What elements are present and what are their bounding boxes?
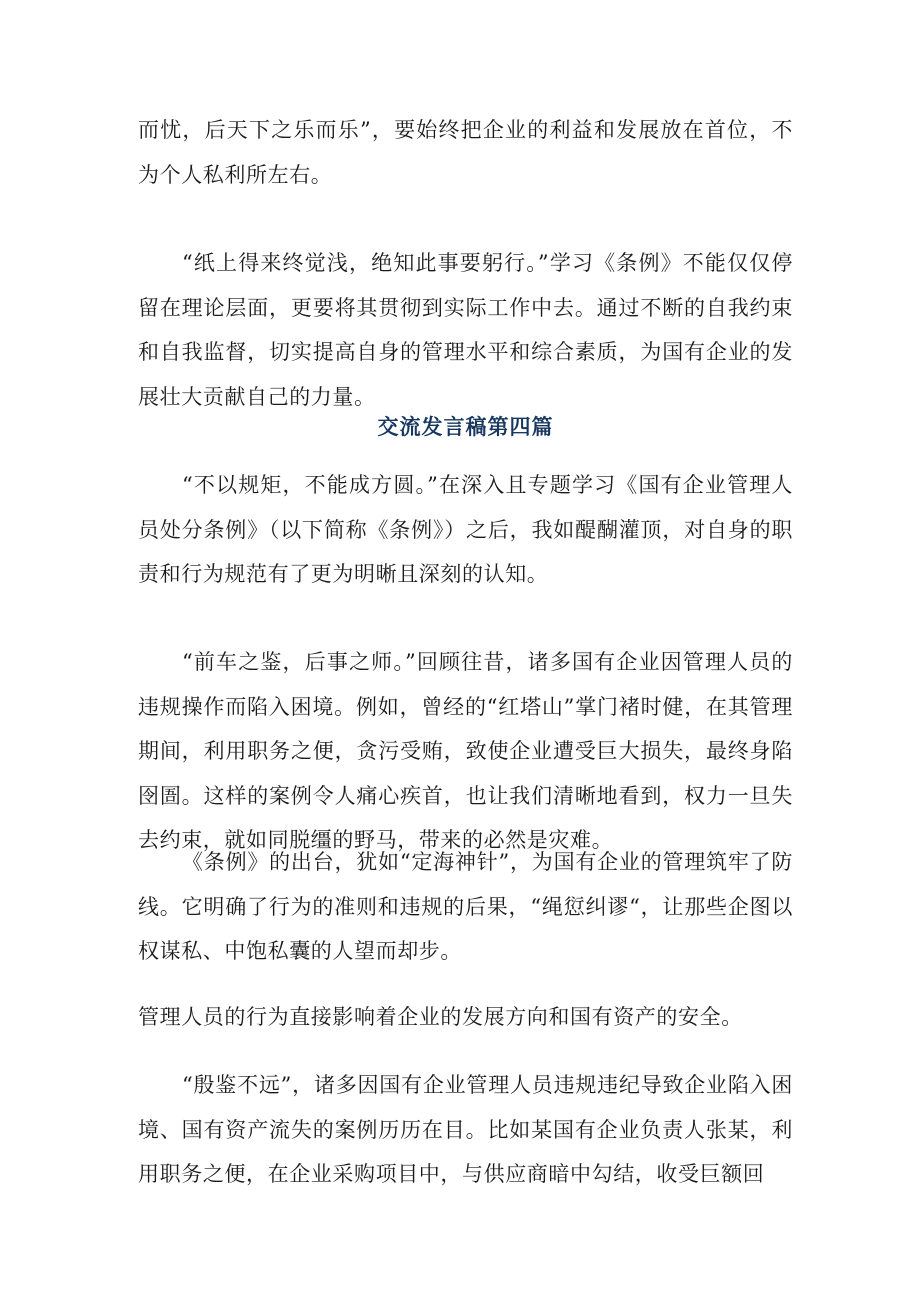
paragraph-practice: “纸上得来终觉浅，绝知此事要躬行。”学习《条例》不能仅仅停留在理论层面，更要将其贯彻到实际工作中去。通过不断的自我约束和自我监督，切实提高自身的管理水平和综合素质，为国有企业的发展壮大贡献自己的力量。 [138, 251, 793, 409]
paragraph-impact: 管理人员的行为直接影响着企业的发展方向和国有资产的安全。 [138, 1005, 743, 1029]
paragraph-regulation: 《条例》的出台，犹如“定海神针”，为国有企业的管理筑牢了防线。它明确了行为的准则和违规的后果，“绳愆纠谬“，让那些企图以权谋私、中饱私囊的人望而却步。 [138, 850, 793, 963]
paragraph-continuation: 而忧，后天下之乐而乐”，要始终把企业的利益和发展放在首位，不为个人私利所左右。 [138, 118, 793, 187]
section-heading: 交流发言稿第四篇 [377, 414, 554, 439]
paragraph-precedent: “前车之鉴，后事之师。”回顾往昔，诸多国有企业因管理人员的违规操作而陷入困境。例如，曾经的“红塔山”掌门褚时健，在其管理期间，利用职务之便，贪污受贿，致使企业遭受巨大损失，最终身陷囹圄。这样的案例令人痛心疾首，也让我们清晰地看到，权力一旦失去约束，就如同脱缰的野马，带来的必然是灾难。 [138, 650, 793, 852]
paragraph-rules: “不以规矩，不能成方圆。”在深入且专题学习《国有企业管理人员处分条例》（以下简称《条例》）之后，我如醍醐灌顶，对自身的职责和行为规范有了更为明晰且深刻的认知。 [138, 473, 793, 586]
paragraph-cases: “殷鉴不远”，诸多因国有企业管理人员违规违纪导致企业陷入困境、国有资产流失的案例历历在目。比如某国有企业负责人张某，利用职务之便，在企业采购项目中，与供应商暗中勾结，收受巨额回 [138, 1073, 793, 1186]
